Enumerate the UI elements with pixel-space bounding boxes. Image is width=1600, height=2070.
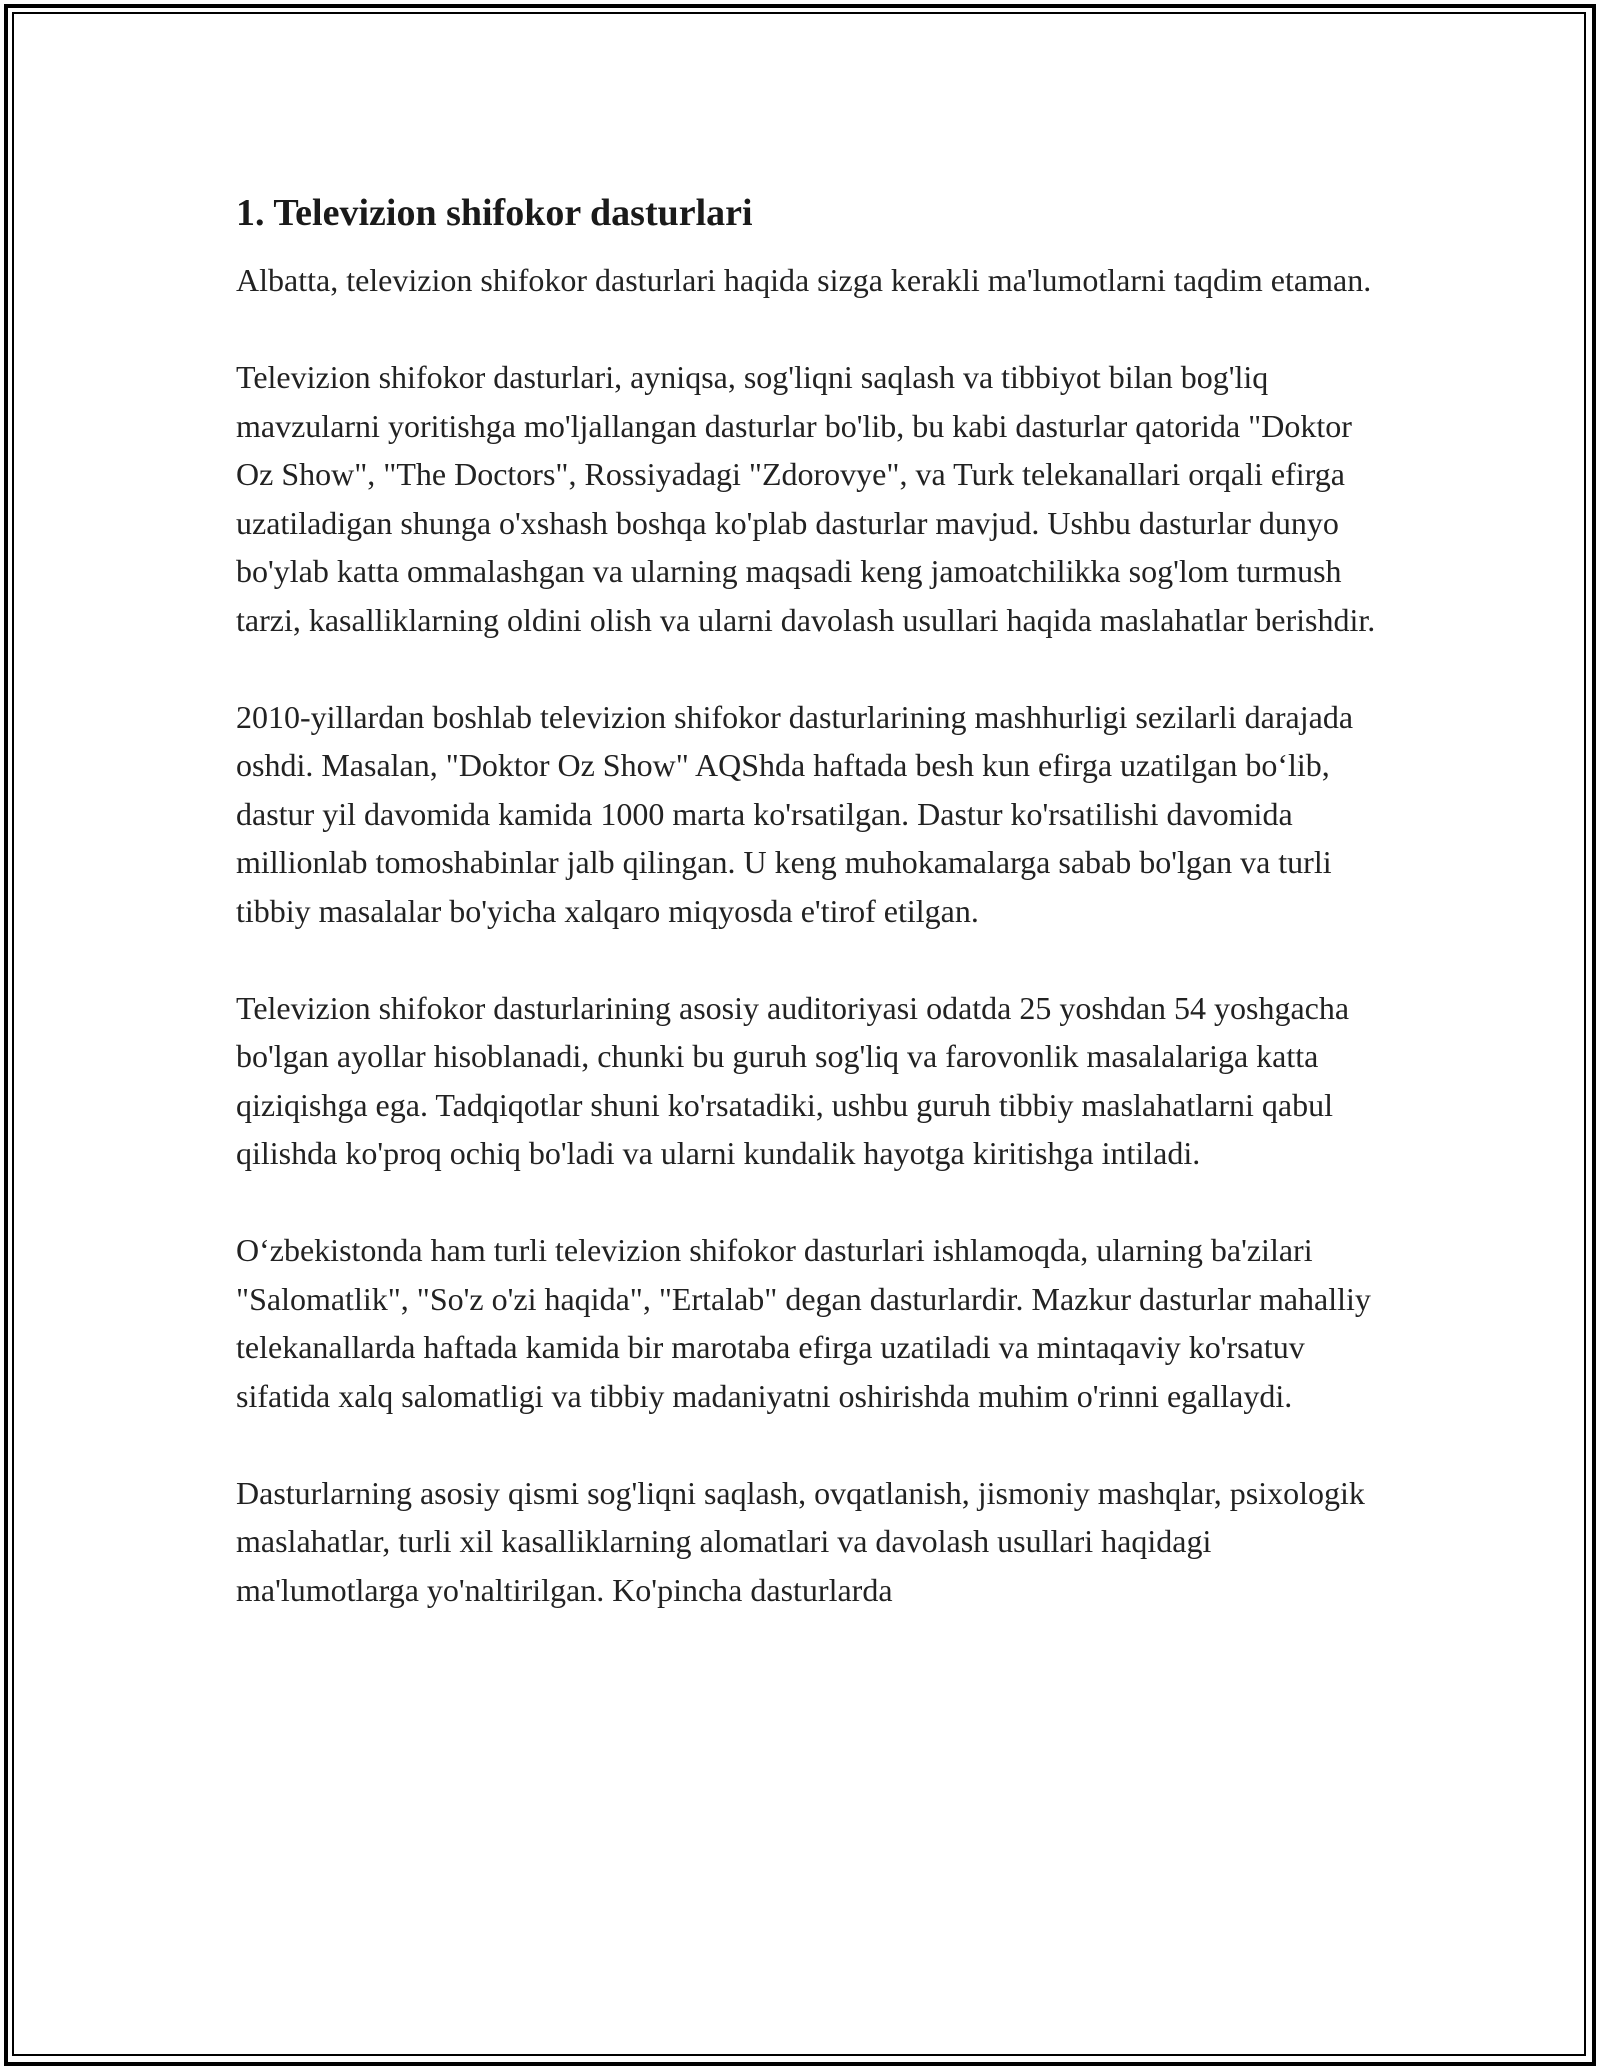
paragraph-popularity: 2010-yillardan boshlab televizion shifokor dasturlarining mashhurligi sezilarli darajada oshdi. Masalan, "Doktor Oz Show" AQShda haftada besh kun efirga uzatilgan bo‘lib, dastur yil davomida kamida 1000 marta ko'rsatilgan. Dastur ko'rsatilishi davomida millionlab tomoshabinlar jalb qilingan. U keng muhokamalarga sabab bo'lgan va turli tibbiy masalalar bo'yicha xalqaro miqyosda e'tirof etilgan. bbox=[236, 698, 1354, 929]
document-body bbox=[236, 186, 1376, 1663]
paragraph-overview: Televizion shifokor dasturlari, ayniqsa, sog'liqni saqlash va tibbiyot bilan bog'liq mavzularni yoritishga mo'ljallangan dasturlar bo'lib, bu kabi dasturlar qatorida "Doktor Oz Show", "The Doctors", Rossiyadagi "Zdorovye", va Turk telekanallari orqali efirga uzatiladigan shunga o'xshash boshqa ko'plab dasturlar mavjud. Ushbu dasturlar dunyo bo'ylab katta ommalashgan va ularning maqsadi keng jamoatchilikka sog'lom turmush tarzi, kasalliklarning oldini olish va ularni davolash usullari haqida maslahatlar berishdir. bbox=[236, 359, 1376, 638]
paragraph-uzbekistan: O‘zbekistonda ham turli televizion shifokor dasturlari ishlamoqda, ularning ba'zilari "Salomatlik", "So'z o'zi haqida", "Ertalab" degan dasturlardir. Mazkur dasturlar mahalliy telekanallarda haftada kamida bir marotaba efirga uzatiladi va mintaqaviy ko'rsatuv sifatida xalq salomatligi va tibbiy madaniyatni oshirishda muhim o'rinni egallaydi. bbox=[236, 1232, 1371, 1414]
paragraph-intro: Albatta, televizion shifokor dasturlari haqida sizga kerakli ma'lumotlarni taqdim etaman. bbox=[236, 262, 1372, 298]
paragraph-audience: Televizion shifokor dasturlarining asosiy auditoriyasi odatda 25 yoshdan 54 yoshgacha bo'lgan ayollar hisoblanadi, chunki bu guruh sog'liq va farovonlik masalalariga katta qiziqishga ega. Tadqiqotlar shuni ko'rsatadiki, ushbu guruh tibbiy maslahatlarni qabul qilishda ko'proq ochiq bo'ladi va ularni kundalik hayotga kiritishga intiladi. bbox=[236, 989, 1350, 1171]
paragraph-topics: Dasturlarning asosiy qismi sog'liqni saqlash, ovqatlanish, jismoniy mashqlar, psixologik maslahatlar, turli xil kasalliklarning alomatlari va davolash usullari haqidagi ma'lumotlarga yo'naltirilgan. Ko'pincha dasturlarda bbox=[236, 1474, 1365, 1608]
section-heading: 1. Televizion shifokor dasturlari bbox=[236, 192, 753, 234]
